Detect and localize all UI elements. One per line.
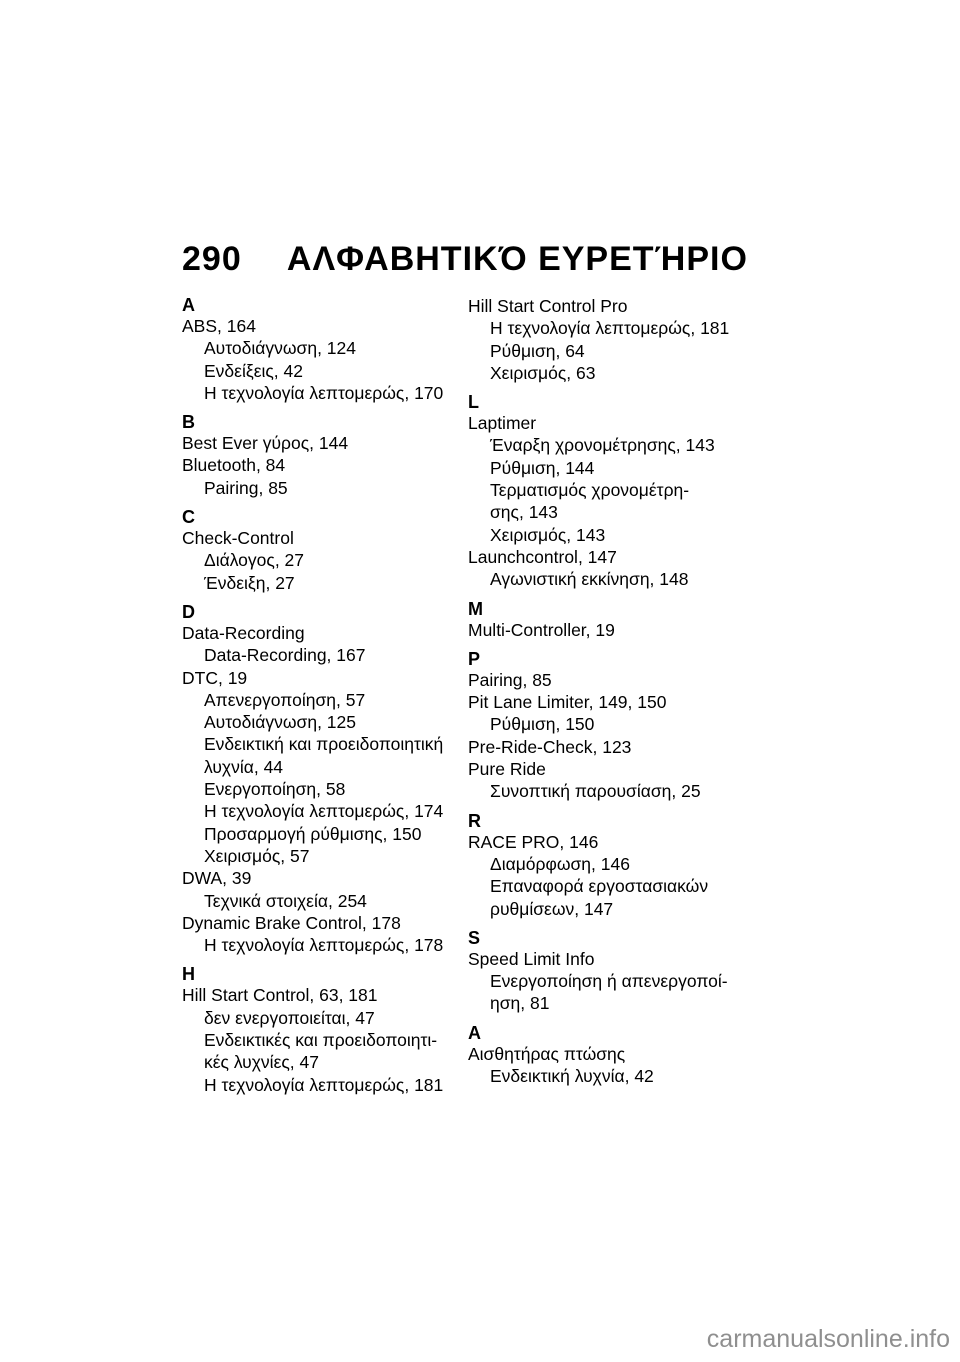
index-subentries [468,317,738,384]
index-column-right [468,295,738,1095]
index-subentry: Η τεχνολογία λεπτομερώς, 174 [204,801,444,822]
index-subentry: Η τεχνολογία λεπτομερώς, 170 [204,382,444,403]
index-subentry: Η τεχνολογία λεπτομερώς, 178 [204,935,444,956]
index-subentry: Data-Recording, 167 [204,645,366,666]
index-section [182,602,452,956]
index-subentry: Ρύθμιση, 64 [490,340,585,361]
index-subentry: Pairing, 85 [204,477,288,498]
index-entry: Best Ever γύρος, 144 [182,433,349,454]
index-entry: Hill Start Control, 63, 181 [182,985,378,1006]
index-subentry: Ενεργοποίηση, 58 [204,779,346,800]
index-subentry: Χειρισμός, 57 [204,845,310,866]
index-subentries [468,970,738,1015]
index-subentries [182,689,452,867]
index-subentry: Διαμόρφωση, 146 [490,853,630,874]
section-letter: A [182,295,195,315]
index-subentry: Επαναφορά εργοστασιακών [490,876,709,897]
index-subentry: ρυθμίσεων, 147 [490,898,614,919]
index-entry: Pure Ride [468,759,546,780]
index-column-left [182,295,452,1104]
index-entry: Pairing, 85 [468,669,552,690]
index-entry: Launchcontrol, 147 [468,546,617,567]
index-entry: Dynamic Brake Control, 178 [182,912,401,933]
index-section [182,412,452,499]
index-section [468,392,738,590]
index-subentry: Ένδειξη, 27 [204,572,295,593]
index-subentries [182,477,452,499]
index-section [182,507,452,594]
page-number: 290 [182,240,242,278]
index-subentry: Συνοπτική παρουσίαση, 25 [490,781,701,802]
index-subentry: Ενδεικτικές και προειδοποιητι- [204,1030,438,1051]
index-subentry: Η τεχνολογία λεπτομερώς, 181 [490,318,730,339]
index-section [468,811,738,920]
index-entry: Bluetooth, 84 [182,455,286,476]
index-subentries [468,568,738,590]
index-subentry: δεν ενεργοποιείται, 47 [204,1007,375,1028]
section-letter: H [182,964,195,985]
index-subentry: Χειρισμός, 63 [490,362,596,383]
section-letter: D [182,601,195,622]
section-letter: Α [468,1022,481,1043]
index-entry: Laptimer [468,413,537,434]
index-subentries [468,713,738,735]
section-letter: B [182,412,195,433]
index-subentries [468,780,738,802]
index-entry: ABS, 164 [182,316,256,336]
section-letter: R [468,810,481,831]
index-subentries [468,853,738,920]
section-letter: C [182,507,195,528]
index-subentry: Τεχνικά στοιχεία, 254 [204,890,367,911]
section-letter: M [468,598,483,619]
watermark: carmanualsonline.info [706,1325,950,1353]
index-subentries [182,644,452,666]
index-subentry: Αγωνιστική εκκίνηση, 148 [490,569,689,590]
page-header [182,240,748,279]
index-subentry: Η τεχνολογία λεπτομερώς, 181 [204,1074,444,1095]
index-subentry: Ενεργοποίηση ή απενεργοποί- [490,971,728,992]
index-subentry: Αυτοδιάγνωση, 124 [204,338,357,359]
index-entry: RACE PRO, 146 [468,831,599,852]
index-entry: DTC, 19 [182,667,248,688]
index-entry: Multi-Controller, 19 [468,619,615,640]
index-subentries [468,1065,738,1087]
index-entry: DWA, 39 [182,868,252,889]
section-letter: S [468,927,481,948]
index-subentry: σης, 143 [490,502,558,523]
index-entry: Αισθητήρας πτώσης [468,1043,626,1064]
index-subentries [182,337,452,404]
index-subentries [468,434,738,545]
index-section [468,649,738,803]
index-entry: Hill Start Control Pro [468,296,628,316]
index-entry: Pit Lane Limiter, 149, 150 [468,692,667,713]
index-subentry: Ενδείξεις, 42 [204,360,304,381]
index-subentry: Ενδεικτική και προειδοποιητική [204,734,444,755]
index-subentry: Τερματισμός χρονομέτρη- [490,480,690,501]
index-subentry: ηση, 81 [490,993,550,1014]
index-section [468,599,738,641]
index-subentry: κές λυχνίες, 47 [204,1052,319,1073]
index-entry: Pre-Ride-Check, 123 [468,736,632,757]
index-section [182,964,452,1095]
index-subentry: Έναρξη χρονομέτρησης, 143 [490,435,715,456]
page-title: ΑΛΦΑΒΗΤΙΚΌ ΕΥΡΕΤΉΡΙΟ [286,240,748,278]
section-letter: L [468,392,479,413]
index-subentry: Αυτοδιάγνωση, 125 [204,712,357,733]
index-subentry: Ενδεικτική λυχνία, 42 [490,1066,654,1087]
index-entry: Speed Limit Info [468,948,595,969]
index-subentry: Ρύθμιση, 150 [490,714,595,735]
index-subentry: λυχνία, 44 [204,756,284,777]
index-subentry: Διάλογος, 27 [204,550,305,571]
index-subentry: Χειρισμός, 143 [490,524,606,545]
index-entry: Data-Recording [182,622,305,643]
index-section [468,928,738,1015]
index-subentry: Ρύθμιση, 144 [490,457,595,478]
index-section [468,1023,738,1088]
index-entry: Check-Control [182,528,294,549]
index-subentry: Απενεργοποίηση, 57 [204,689,366,710]
index-subentries [182,890,452,912]
index-subentries [182,934,452,956]
index-section [468,295,738,384]
index-section [182,295,452,404]
index-subentries [182,1007,452,1096]
index-subentry: Προσαρμογή ρύθμισης, 150 [204,823,422,844]
index-subentries [182,549,452,594]
section-letter: P [468,648,481,669]
